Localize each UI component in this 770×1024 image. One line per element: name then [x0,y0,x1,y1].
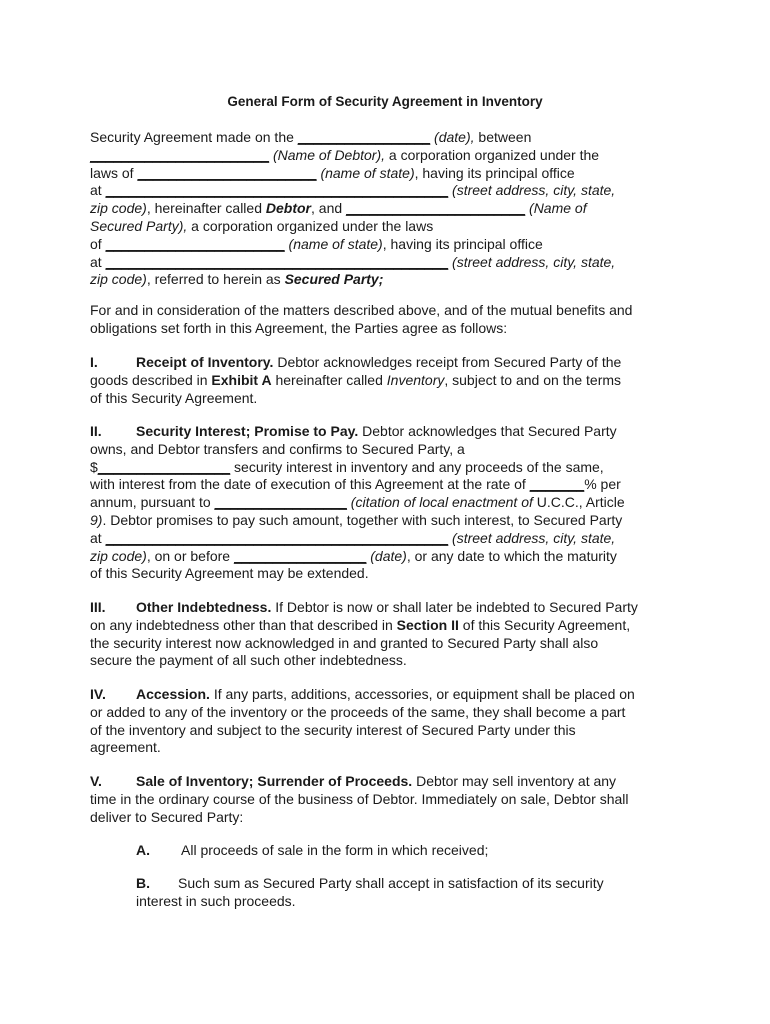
secured-party-term: Secured Party; [284,271,384,288]
section-text: , on or before [146,547,234,564]
subsection-line [136,875,681,893]
rate-blank: _______ [529,476,585,493]
section-text: Debtor may sell inventory at any [412,773,617,789]
section-text: annum, pursuant to [90,494,215,511]
subsection-letter: B. [136,875,150,891]
section-number: I. [90,354,98,370]
intro-hint: zip code) [90,200,147,217]
section-text: with interest from the date of execution of this Agreement at the rate of [90,476,530,493]
section-line: deliver to Secured Party: [90,808,244,825]
intro-text: at [90,253,106,270]
state-blank: _______________________ [105,235,285,252]
section-line [90,530,680,548]
intro-line [90,165,680,183]
debtor-term: Debtor [265,200,312,217]
section-line: of this Security Agreement may be extended. [90,565,369,582]
exhibit-reference: Exhibit A [211,371,272,388]
date-blank: _________________ [233,547,367,564]
intro-line [90,182,680,200]
intro-text: between [474,129,532,145]
intro-hint: zip code) [90,271,147,288]
section-text: , subject to and on the terms [444,371,622,388]
date-blank: _________________ [297,129,431,145]
section-line [90,548,680,566]
section-3 [90,599,680,670]
section-line: secure the payment of all such other indebtedness. [90,652,407,669]
address-blank: ____________________________________________ [105,253,449,270]
address-blank: ____________________________________________ [105,182,449,199]
intro-text: at [90,182,106,199]
subsection-text: Such sum as Secured Party shall accept in satisfaction of its security [178,875,604,891]
section-heading: Other Indebtedness. [136,599,272,615]
state-blank: _______________________ [137,164,317,181]
intro-line [90,236,680,254]
secured-party-name-blank: _______________________ [346,200,526,217]
amount-blank: _________________ [97,458,231,475]
section-heading: Sale of Inventory; Surrender of Proceeds. [136,773,413,789]
section-text: hereinafter called [271,371,387,388]
intro-text: , having its principal office [414,164,575,181]
intro-line [90,200,680,218]
intro-hint: (name of state) [284,235,383,252]
subsection-line: interest in such proceeds. [136,892,296,909]
intro-line [90,129,680,147]
section-text: on any indebtedness other than that described in [90,616,397,633]
intro-text: , and [311,200,347,217]
section-line [90,512,680,530]
section-heading: Security Interest; Promise to Pay. [136,423,359,439]
intro-text: a corporation organized under the laws [187,217,434,234]
section-line [90,617,680,635]
intro-hint: (name of state) [316,164,415,181]
citation-blank: _________________ [214,494,347,511]
inventory-term: Inventory [386,371,445,388]
section-number: II. [90,423,102,439]
section-number: V. [90,773,102,789]
intro-hint: (street address, city, state, [448,253,616,270]
intro-text: Security Agreement made on the [90,129,298,145]
paragraph-line: obligations set forth in this Agreement, the Parties agree as follows: [90,319,508,336]
section-line: or added to any of the inventory or the proceeds of the same, they shall become a part [90,703,626,720]
section-heading: Receipt of Inventory. [136,354,274,370]
intro-line [90,147,680,165]
section-line [90,459,680,477]
section-heading: Accession. [136,686,210,702]
intro-paragraph [90,129,680,289]
section-text: If Debtor is now or shall later be indebted to Secured Party [271,599,638,615]
intro-text: , hereinafter called [146,200,266,217]
section-4 [90,686,680,757]
debtor-name-blank: _______________________ [90,146,270,163]
section-line [90,423,680,441]
intro-line [90,271,680,289]
intro-hint: Secured Party), [90,217,188,234]
section-line [90,354,680,372]
section-text: goods described in [90,371,212,388]
intro-text: , having its principal office [382,235,543,252]
section-text: at [90,529,106,546]
intro-line [90,254,680,272]
intro-hint: (Name of Debtor), [269,146,386,163]
subsection-a [136,842,681,860]
intro-text: laws of [90,164,138,181]
subsection-line [136,842,681,860]
section-text: Debtor acknowledges receipt from Secured Party of the [273,354,622,370]
section-line [90,476,680,494]
section-line: of this Security Agreement. [90,389,258,406]
paragraph-line: For and in consideration of the matters described above, and of the mutual benefits and [90,302,633,318]
address-blank: ____________________________________________ [105,529,449,546]
section-number: IV. [90,686,106,702]
section-text: , or any date to which the maturity [406,547,617,564]
section-line [90,773,680,791]
section-line: owns, and Debtor transfers and confirms to Secured Party, a [90,440,465,457]
section-line [90,494,680,512]
section-number: III. [90,599,106,615]
section-line: agreement. [90,739,161,756]
section-2 [90,423,680,583]
intro-text: a corporation organized under the [385,146,600,163]
section-text: $ [90,458,98,475]
section-5 [90,773,680,826]
section-hint: 9) [90,511,103,528]
subsection-text: All proceeds of sale in the form in which received; [181,842,489,858]
subsection-letter: A. [136,842,150,858]
section-text: If any parts, additions, accessories, or equipment shall be placed on [209,686,635,702]
section-text: U.C.C., Article [536,494,625,511]
section-text: security interest in inventory and any proceeds of the same, [230,458,604,475]
intro-text: , referred to herein as [146,271,285,288]
section-line [90,372,680,390]
consideration-paragraph [90,302,680,338]
document-title: General Form of Security Agreement in Inventory [227,94,543,109]
section-text: % per [584,476,621,493]
intro-hint: (date), [430,129,475,145]
section-reference: Section II [396,616,459,633]
section-text: . Debtor promises to pay such amount, together with such interest, to Secured Party [102,511,623,528]
section-hint: (date) [366,547,407,564]
section-text: Debtor acknowledges that Secured Party [358,423,617,439]
subsection-b [136,875,681,911]
intro-text: of [90,235,106,252]
intro-line [90,218,680,236]
section-1 [90,354,680,407]
section-text: of this Security Agreement, [458,616,631,633]
intro-hint: (Name of [525,200,587,217]
section-line: time in the ordinary course of the business of Debtor. Immediately on sale, Debtor shall [90,790,629,807]
section-line [90,686,680,704]
section-line: the security interest now acknowledged in and granted to Secured Party shall also [90,634,599,651]
section-hint: zip code) [90,547,147,564]
section-line [90,599,680,617]
section-hint: (street address, city, state, [448,529,616,546]
intro-hint: (street address, city, state, [448,182,616,199]
section-line: of the inventory and subject to the security interest of Secured Party under this [90,721,576,738]
section-hint: (citation of local enactment of [346,494,537,511]
